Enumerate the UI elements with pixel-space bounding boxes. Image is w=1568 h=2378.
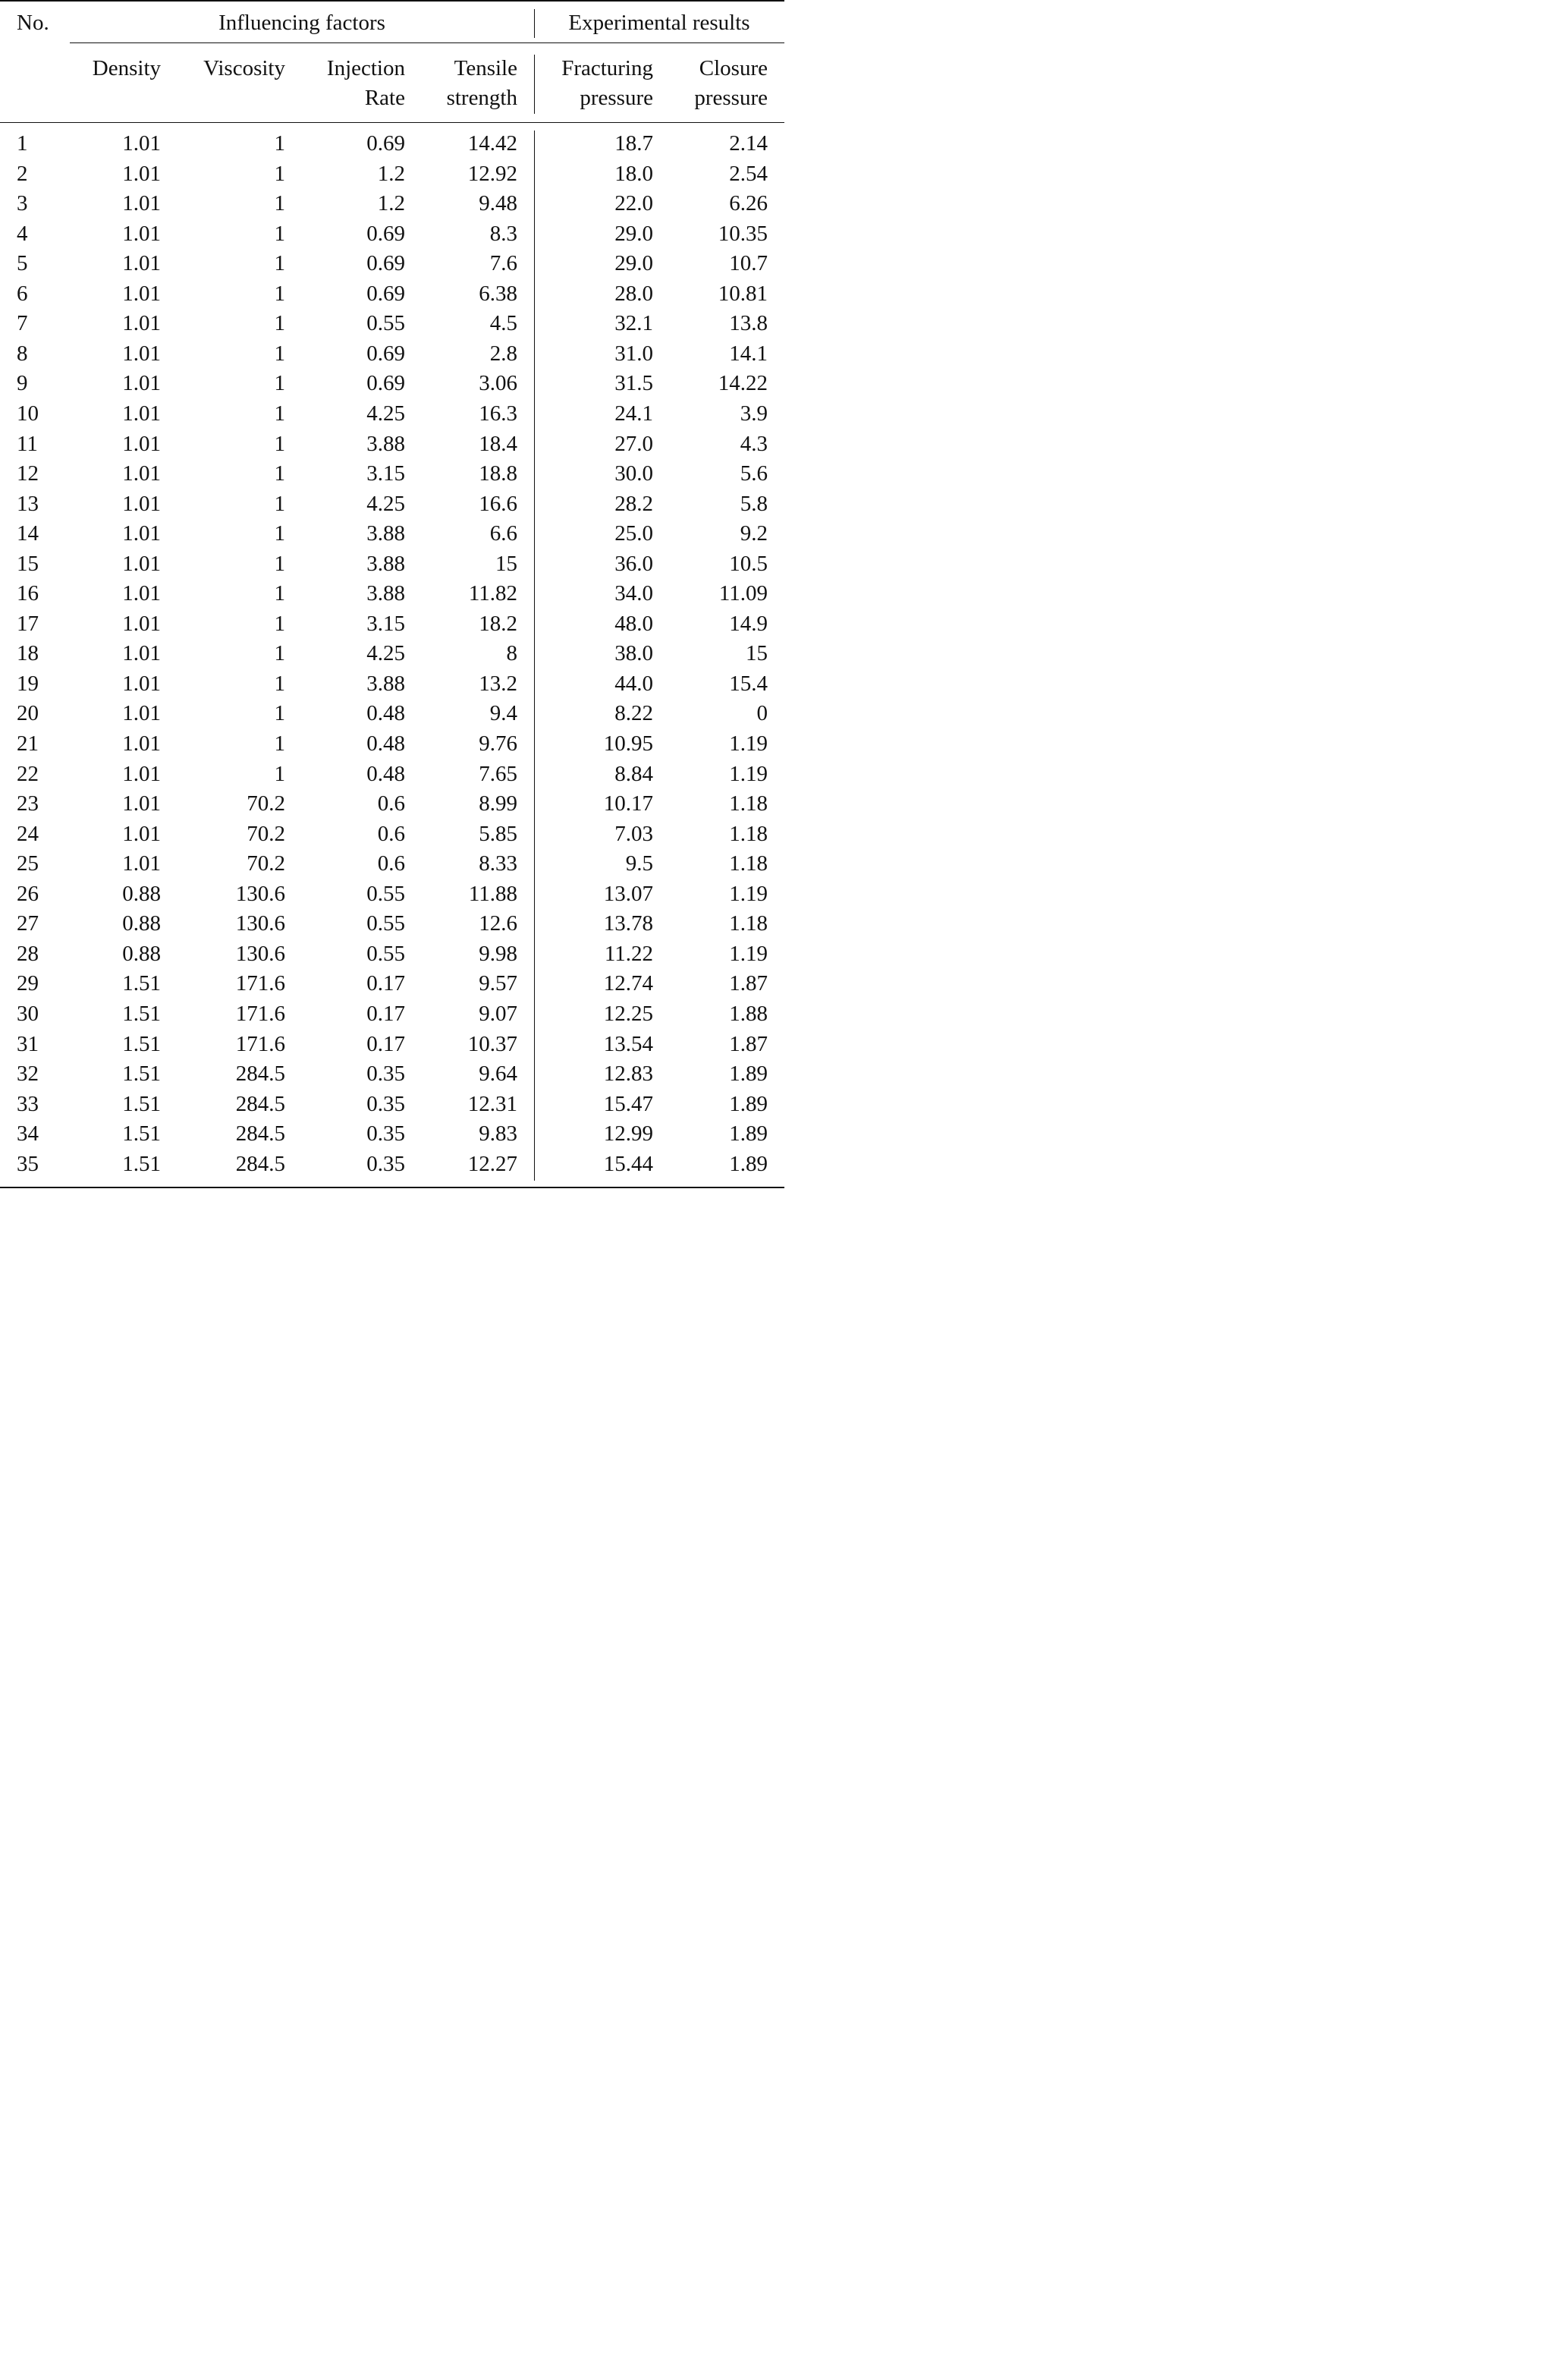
viscosity-cell: 1 [274, 761, 285, 786]
closure-pressure-cell: 1.89 [729, 1062, 768, 1087]
injection-rate-cell: 3.15 [366, 461, 405, 486]
fracturing-pressure-cell: 30.0 [614, 461, 653, 486]
tensile-strength-cell: 16.6 [479, 491, 517, 516]
density-cell: 0.88 [122, 911, 161, 936]
tensile-strength-column-header: Tensile [454, 56, 517, 80]
density-cell: 1.01 [122, 371, 161, 396]
injection-rate-cell: 0.35 [366, 1062, 405, 1087]
tensile-strength-cell: 18.2 [479, 611, 517, 636]
injection-rate-cell: 0.69 [366, 221, 405, 246]
header-bottom-rule [0, 122, 784, 123]
no-cell: 6 [17, 281, 28, 306]
injection-rate-cell: 0.55 [366, 881, 405, 906]
no-cell: 10 [17, 401, 39, 426]
density-cell: 1.01 [122, 311, 161, 336]
tensile-strength-cell: 9.83 [479, 1121, 517, 1147]
density-cell: 1.01 [122, 251, 161, 276]
fracturing-pressure-cell: 15.44 [603, 1151, 653, 1176]
density-cell: 1.51 [122, 971, 161, 996]
tensile-strength-cell: 8.99 [479, 791, 517, 816]
fracturing-pressure-cell: 31.5 [614, 371, 653, 396]
fracturing-pressure-cell: 44.0 [614, 671, 653, 696]
closure-pressure-cell: 15 [746, 641, 768, 666]
fracturing-pressure-cell: 29.0 [614, 251, 653, 276]
injection-rate-cell: 0.69 [366, 371, 405, 396]
closure-pressure-cell: 1.18 [729, 821, 768, 846]
no-cell: 19 [17, 671, 39, 696]
closure-pressure-cell: 13.8 [729, 311, 768, 336]
closure-pressure-cell: 1.19 [729, 941, 768, 966]
injection-rate-cell: 0.6 [377, 821, 405, 846]
no-cell: 14 [17, 521, 39, 546]
fracturing-pressure-cell: 36.0 [614, 551, 653, 576]
viscosity-cell: 130.6 [235, 911, 285, 936]
no-cell: 17 [17, 611, 39, 636]
density-cell: 1.01 [122, 641, 161, 666]
fracturing-pressure-cell: 18.0 [614, 161, 653, 186]
injection-rate-cell: 3.88 [366, 431, 405, 456]
no-cell: 25 [17, 851, 39, 876]
tensile-strength-cell: 2.8 [489, 341, 517, 366]
injection-rate-cell: 3.88 [366, 551, 405, 576]
fracturing-pressure-cell: 13.54 [603, 1031, 653, 1056]
density-cell: 0.88 [122, 941, 161, 966]
tensile-strength-cell: 18.8 [479, 461, 517, 486]
closure-pressure-cell: 10.7 [729, 251, 768, 276]
closure-pressure-cell: 10.81 [718, 281, 768, 306]
fracturing-pressure-cell: 12.74 [603, 971, 653, 996]
fracturing-pressure-cell: 34.0 [614, 581, 653, 606]
closure-pressure-column-header: Closure [699, 56, 768, 80]
experimental-results-header: Experimental results [568, 11, 750, 35]
density-cell: 1.01 [122, 221, 161, 246]
no-cell: 24 [17, 821, 39, 846]
density-cell: 1.01 [122, 551, 161, 576]
tensile-strength-cell: 9.4 [489, 701, 517, 726]
injection-rate-cell: 0.55 [366, 911, 405, 936]
injection-rate-cell: 0.55 [366, 941, 405, 966]
no-cell: 29 [17, 971, 39, 996]
tensile-strength-cell: 9.48 [479, 191, 517, 216]
tensile-strength-cell: 18.4 [479, 431, 517, 456]
tensile-strength-cell: 10.37 [467, 1031, 517, 1056]
closure-pressure-cell: 1.89 [729, 1151, 768, 1176]
viscosity-cell: 1 [274, 431, 285, 456]
density-cell: 1.51 [122, 1031, 161, 1056]
fracturing-pressure-cell: 18.7 [614, 131, 653, 156]
injection-rate-cell: 0.6 [377, 791, 405, 816]
viscosity-cell: 1 [274, 551, 285, 576]
closure-pressure-cell: 1.19 [729, 761, 768, 786]
injection-rate-cell: 4.25 [366, 491, 405, 516]
tensile-strength-cell: 11.82 [468, 581, 517, 606]
viscosity-cell: 1 [274, 131, 285, 156]
density-cell: 1.01 [122, 611, 161, 636]
tensile-strength-cell: 8 [506, 641, 517, 666]
fracturing-pressure-cell: 7.03 [614, 821, 653, 846]
viscosity-cell: 1 [274, 341, 285, 366]
no-cell: 32 [17, 1062, 39, 1087]
viscosity-cell: 284.5 [235, 1151, 285, 1176]
injection-rate-cell: 0.35 [366, 1151, 405, 1176]
density-cell: 1.01 [122, 521, 161, 546]
tensile-strength-cell: 11.88 [468, 881, 517, 906]
injection-rate-cell: 0.69 [366, 131, 405, 156]
viscosity-cell: 1 [274, 731, 285, 756]
injection-rate-cell: 0.17 [366, 1031, 405, 1056]
bottom-rule [0, 1187, 784, 1188]
viscosity-cell: 284.5 [235, 1121, 285, 1147]
viscosity-cell: 70.2 [247, 821, 285, 846]
viscosity-cell: 1 [274, 161, 285, 186]
injection-rate-cell: 4.25 [366, 401, 405, 426]
viscosity-cell: 1 [274, 401, 285, 426]
closure-pressure-cell: 1.89 [729, 1091, 768, 1116]
closure-pressure-cell: 5.6 [740, 461, 768, 486]
density-cell: 1.01 [122, 131, 161, 156]
density-cell: 1.51 [122, 1001, 161, 1026]
density-cell: 1.51 [122, 1151, 161, 1176]
injection-rate-cell: 3.15 [366, 611, 405, 636]
viscosity-cell: 1 [274, 701, 285, 726]
top-rule [0, 0, 784, 2]
tensile-strength-cell: 12.6 [479, 911, 517, 936]
closure-pressure-cell: 11.09 [718, 581, 768, 606]
no-cell: 3 [17, 191, 28, 216]
density-cell: 1.01 [122, 191, 161, 216]
fracturing-pressure-cell: 29.0 [614, 221, 653, 246]
no-cell: 13 [17, 491, 39, 516]
body-separator [534, 131, 535, 1181]
viscosity-cell: 284.5 [235, 1091, 285, 1116]
fracturing-pressure-cell: 28.2 [614, 491, 653, 516]
injection-rate-cell: 3.88 [366, 581, 405, 606]
closure-pressure-cell: 1.18 [729, 791, 768, 816]
density-cell: 1.51 [122, 1062, 161, 1087]
closure-pressure-cell: 10.5 [729, 551, 768, 576]
injection-rate-cell: 3.88 [366, 671, 405, 696]
injection-rate-cell: 1.2 [377, 161, 405, 186]
no-cell: 33 [17, 1091, 39, 1116]
no-column-header: No. [17, 11, 49, 35]
injection-rate-column-header: Rate [364, 86, 405, 110]
fracturing-pressure-cell: 22.0 [614, 191, 653, 216]
injection-rate-cell: 0.48 [366, 701, 405, 726]
closure-pressure-cell: 0 [756, 701, 768, 726]
injection-rate-cell: 0.17 [366, 1001, 405, 1026]
viscosity-cell: 1 [274, 281, 285, 306]
tensile-strength-cell: 9.76 [479, 731, 517, 756]
fracturing-pressure-cell: 9.5 [625, 851, 653, 876]
density-cell: 0.88 [122, 881, 161, 906]
injection-rate-cell: 0.35 [366, 1091, 405, 1116]
density-cell: 1.01 [122, 461, 161, 486]
results-group-rule [534, 42, 784, 43]
density-cell: 1.51 [122, 1121, 161, 1147]
density-column-header: Density [92, 56, 161, 80]
fracturing-pressure-cell: 13.07 [603, 881, 653, 906]
closure-pressure-cell: 1.19 [729, 881, 768, 906]
tensile-strength-cell: 6.6 [489, 521, 517, 546]
injection-rate-cell: 4.25 [366, 641, 405, 666]
no-cell: 23 [17, 791, 39, 816]
no-cell: 28 [17, 941, 39, 966]
fracturing-pressure-cell: 38.0 [614, 641, 653, 666]
fracturing-pressure-cell: 24.1 [614, 401, 653, 426]
tensile-strength-cell: 7.65 [479, 761, 517, 786]
no-cell: 8 [17, 341, 28, 366]
group-separator [534, 9, 535, 38]
no-cell: 5 [17, 251, 28, 276]
fracturing-pressure-cell: 8.22 [614, 701, 653, 726]
density-cell: 1.01 [122, 761, 161, 786]
tensile-strength-cell: 5.85 [479, 821, 517, 846]
tensile-strength-cell: 16.3 [479, 401, 517, 426]
injection-rate-cell: 0.6 [377, 851, 405, 876]
no-cell: 26 [17, 881, 39, 906]
no-cell: 35 [17, 1151, 39, 1176]
no-cell: 22 [17, 761, 39, 786]
density-cell: 1.01 [122, 491, 161, 516]
tensile-strength-cell: 7.6 [489, 251, 517, 276]
no-cell: 21 [17, 731, 39, 756]
density-cell: 1.01 [122, 401, 161, 426]
no-cell: 20 [17, 701, 39, 726]
viscosity-cell: 171.6 [235, 971, 285, 996]
closure-pressure-cell: 2.54 [729, 161, 768, 186]
fracturing-pressure-cell: 48.0 [614, 611, 653, 636]
closure-pressure-column-header: pressure [694, 86, 768, 110]
injection-rate-cell: 0.55 [366, 311, 405, 336]
no-cell: 18 [17, 641, 39, 666]
tensile-strength-cell: 15 [495, 551, 517, 576]
closure-pressure-cell: 4.3 [740, 431, 768, 456]
density-cell: 1.01 [122, 701, 161, 726]
fracturing-pressure-cell: 27.0 [614, 431, 653, 456]
no-cell: 27 [17, 911, 39, 936]
injection-rate-cell: 0.69 [366, 341, 405, 366]
injection-rate-cell: 0.48 [366, 761, 405, 786]
closure-pressure-cell: 15.4 [729, 671, 768, 696]
viscosity-cell: 1 [274, 191, 285, 216]
density-cell: 1.01 [122, 341, 161, 366]
no-cell: 12 [17, 461, 39, 486]
density-cell: 1.01 [122, 581, 161, 606]
density-cell: 1.01 [122, 671, 161, 696]
fracturing-pressure-column-header: pressure [580, 86, 653, 110]
tensile-strength-cell: 9.98 [479, 941, 517, 966]
no-cell: 30 [17, 1001, 39, 1026]
viscosity-cell: 171.6 [235, 1031, 285, 1056]
viscosity-cell: 1 [274, 611, 285, 636]
viscosity-cell: 284.5 [235, 1062, 285, 1087]
tensile-strength-cell: 13.2 [479, 671, 517, 696]
closure-pressure-cell: 1.18 [729, 851, 768, 876]
tensile-strength-cell: 6.38 [479, 281, 517, 306]
fracturing-pressure-cell: 10.17 [603, 791, 653, 816]
injection-rate-cell: 0.69 [366, 281, 405, 306]
tensile-strength-cell: 3.06 [479, 371, 517, 396]
tensile-strength-cell: 12.27 [467, 1151, 517, 1176]
closure-pressure-cell: 1.87 [729, 971, 768, 996]
tensile-strength-cell: 8.33 [479, 851, 517, 876]
tensile-strength-cell: 9.64 [479, 1062, 517, 1087]
no-cell: 15 [17, 551, 39, 576]
fracturing-pressure-cell: 12.83 [603, 1062, 653, 1087]
injection-rate-cell: 1.2 [377, 191, 405, 216]
no-cell: 2 [17, 161, 28, 186]
viscosity-cell: 1 [274, 221, 285, 246]
fracturing-pressure-cell: 15.47 [603, 1091, 653, 1116]
no-cell: 16 [17, 581, 39, 606]
density-cell: 1.01 [122, 821, 161, 846]
viscosity-cell: 1 [274, 251, 285, 276]
density-cell: 1.01 [122, 281, 161, 306]
density-cell: 1.01 [122, 791, 161, 816]
fracturing-pressure-cell: 25.0 [614, 521, 653, 546]
viscosity-cell: 1 [274, 641, 285, 666]
no-cell: 4 [17, 221, 28, 246]
injection-rate-cell: 0.48 [366, 731, 405, 756]
closure-pressure-cell: 1.19 [729, 731, 768, 756]
no-cell: 9 [17, 371, 28, 396]
viscosity-cell: 1 [274, 521, 285, 546]
fracturing-pressure-cell: 8.84 [614, 761, 653, 786]
no-cell: 31 [17, 1031, 39, 1056]
closure-pressure-cell: 1.87 [729, 1031, 768, 1056]
density-cell: 1.01 [122, 161, 161, 186]
injection-rate-column-header: Injection [326, 56, 405, 80]
tensile-strength-cell: 9.57 [479, 971, 517, 996]
viscosity-cell: 171.6 [235, 1001, 285, 1026]
injection-rate-cell: 0.35 [366, 1121, 405, 1147]
fracturing-pressure-cell: 32.1 [614, 311, 653, 336]
no-cell: 34 [17, 1121, 39, 1147]
closure-pressure-cell: 2.14 [729, 131, 768, 156]
density-cell: 1.51 [122, 1091, 161, 1116]
viscosity-cell: 1 [274, 491, 285, 516]
injection-rate-cell: 3.88 [366, 521, 405, 546]
closure-pressure-cell: 14.1 [729, 341, 768, 366]
fracturing-pressure-cell: 12.99 [603, 1121, 653, 1147]
viscosity-cell: 130.6 [235, 881, 285, 906]
tensile-strength-cell: 8.3 [489, 221, 517, 246]
fracturing-pressure-cell: 12.25 [603, 1001, 653, 1026]
viscosity-cell: 130.6 [235, 941, 285, 966]
viscosity-cell: 1 [274, 311, 285, 336]
injection-rate-cell: 0.17 [366, 971, 405, 996]
tensile-strength-cell: 4.5 [489, 311, 517, 336]
viscosity-cell: 1 [274, 371, 285, 396]
closure-pressure-cell: 14.9 [729, 611, 768, 636]
closure-pressure-cell: 10.35 [718, 221, 768, 246]
no-cell: 11 [17, 431, 38, 456]
viscosity-column-header: Viscosity [203, 56, 285, 80]
density-cell: 1.01 [122, 851, 161, 876]
influencing-factors-header: Influencing factors [218, 11, 385, 35]
viscosity-cell: 1 [274, 461, 285, 486]
closure-pressure-cell: 1.88 [729, 1001, 768, 1026]
no-cell: 1 [17, 131, 28, 156]
fracturing-pressure-cell: 11.22 [604, 941, 653, 966]
viscosity-cell: 70.2 [247, 791, 285, 816]
tensile-strength-column-header: strength [446, 86, 517, 110]
density-cell: 1.01 [122, 431, 161, 456]
closure-pressure-cell: 1.89 [729, 1121, 768, 1147]
no-cell: 7 [17, 311, 28, 336]
tensile-strength-cell: 9.07 [479, 1001, 517, 1026]
viscosity-cell: 70.2 [247, 851, 285, 876]
fracturing-pressure-cell: 13.78 [603, 911, 653, 936]
tensile-strength-cell: 12.31 [467, 1091, 517, 1116]
fracturing-pressure-cell: 31.0 [614, 341, 653, 366]
fracturing-pressure-column-header: Fracturing [561, 56, 653, 80]
closure-pressure-cell: 6.26 [729, 191, 768, 216]
influencing-group-rule [70, 42, 534, 43]
fracturing-pressure-cell: 28.0 [614, 281, 653, 306]
tensile-strength-cell: 14.42 [467, 131, 517, 156]
closure-pressure-cell: 3.9 [740, 401, 768, 426]
injection-rate-cell: 0.69 [366, 251, 405, 276]
closure-pressure-cell: 5.8 [740, 491, 768, 516]
closure-pressure-cell: 1.18 [729, 911, 768, 936]
closure-pressure-cell: 14.22 [718, 371, 768, 396]
viscosity-cell: 1 [274, 671, 285, 696]
fracturing-pressure-cell: 10.95 [603, 731, 653, 756]
density-cell: 1.01 [122, 731, 161, 756]
tensile-strength-cell: 12.92 [467, 161, 517, 186]
viscosity-cell: 1 [274, 581, 285, 606]
closure-pressure-cell: 9.2 [740, 521, 768, 546]
